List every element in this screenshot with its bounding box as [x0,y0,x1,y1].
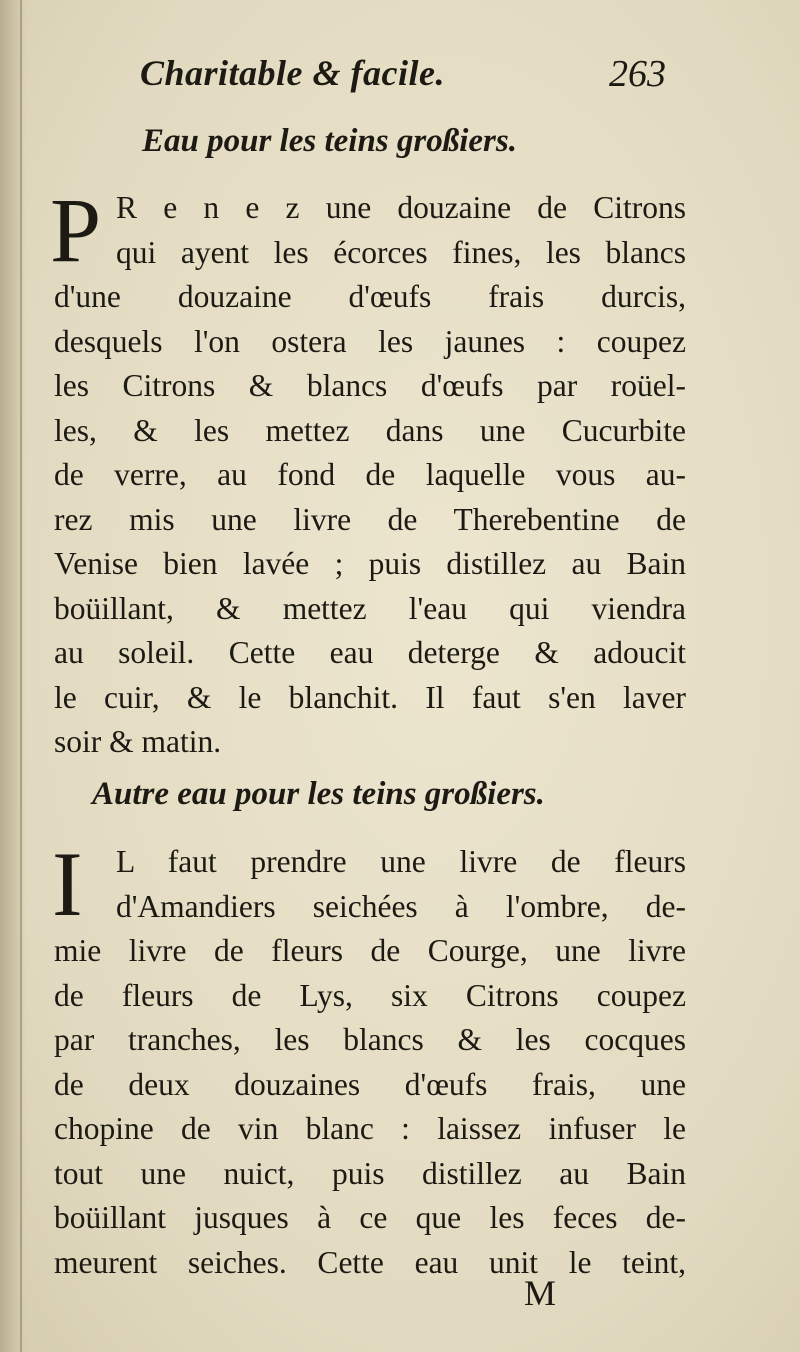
text-line: d'Amandiers seichées à l'ombre, de- [116,888,686,924]
signature-mark: M [524,1273,557,1313]
text-line: rez mis une livre de Therebentine de [54,501,686,537]
text-line: mie livre de fleurs de Courge, une livre [54,933,686,968]
binding-edge [20,0,22,1352]
text-line: d'une douzaine d'œufs frais durcis, [54,279,686,314]
text-line: desquels l'on ostera les jaunes : coupez [54,323,686,359]
section2-paragraph [52,833,686,1285]
text-line: qui ayent les écorces fines, les blancs [116,234,686,270]
running-head [140,52,666,100]
text-line: les Citrons & blancs d'œufs par roüel- [54,368,686,403]
text-line: le cuir, & le blanchit. Il faut s'en laver [54,679,686,715]
text-line: Venise bien lavée ; puis distillez au Bain [54,546,686,581]
page-number: 263 [609,53,666,95]
running-head-title: Charitable & facile. [140,53,445,93]
text-line: de verre, au fond de laquelle vous au- [54,457,686,492]
text-line: de fleurs de Lys, six Citrons coupez [54,977,686,1013]
text-line: les, & les mettez dans une Cucurbite [54,412,686,448]
text-line: R e n e z une douzaine de Citrons [116,190,686,225]
section2-dropcap: I [52,833,83,935]
text-line: boüillant, & mettez l'eau qui viendra [54,590,686,626]
text-line: de deux douzaines d'œufs frais, une [54,1066,686,1102]
section1-heading: Eau pour les teins großiers. [142,123,517,159]
section2-heading: Autre eau pour les teins großiers. [92,776,545,812]
section1-paragraph [54,186,686,765]
text-line: soir & matin. [54,724,222,759]
text-line: au soleil. Cette eau deterge & adoucit [54,635,686,670]
text-line: boüillant jusques à ce que les feces de- [54,1200,686,1235]
section1-dropcap: P [50,179,102,281]
text-line: L faut prendre une livre de fleurs [116,844,686,879]
text-line: chopine de vin blanc : laissez infuser le [54,1111,686,1146]
binding-gutter [0,0,26,1352]
text-line: tout une nuict, puis distillez au Bain [54,1155,686,1191]
text-line: meurent seiches. Cette eau unit le teint, [54,1244,686,1280]
text-line: par tranches, les blancs & les cocques [54,1022,686,1057]
